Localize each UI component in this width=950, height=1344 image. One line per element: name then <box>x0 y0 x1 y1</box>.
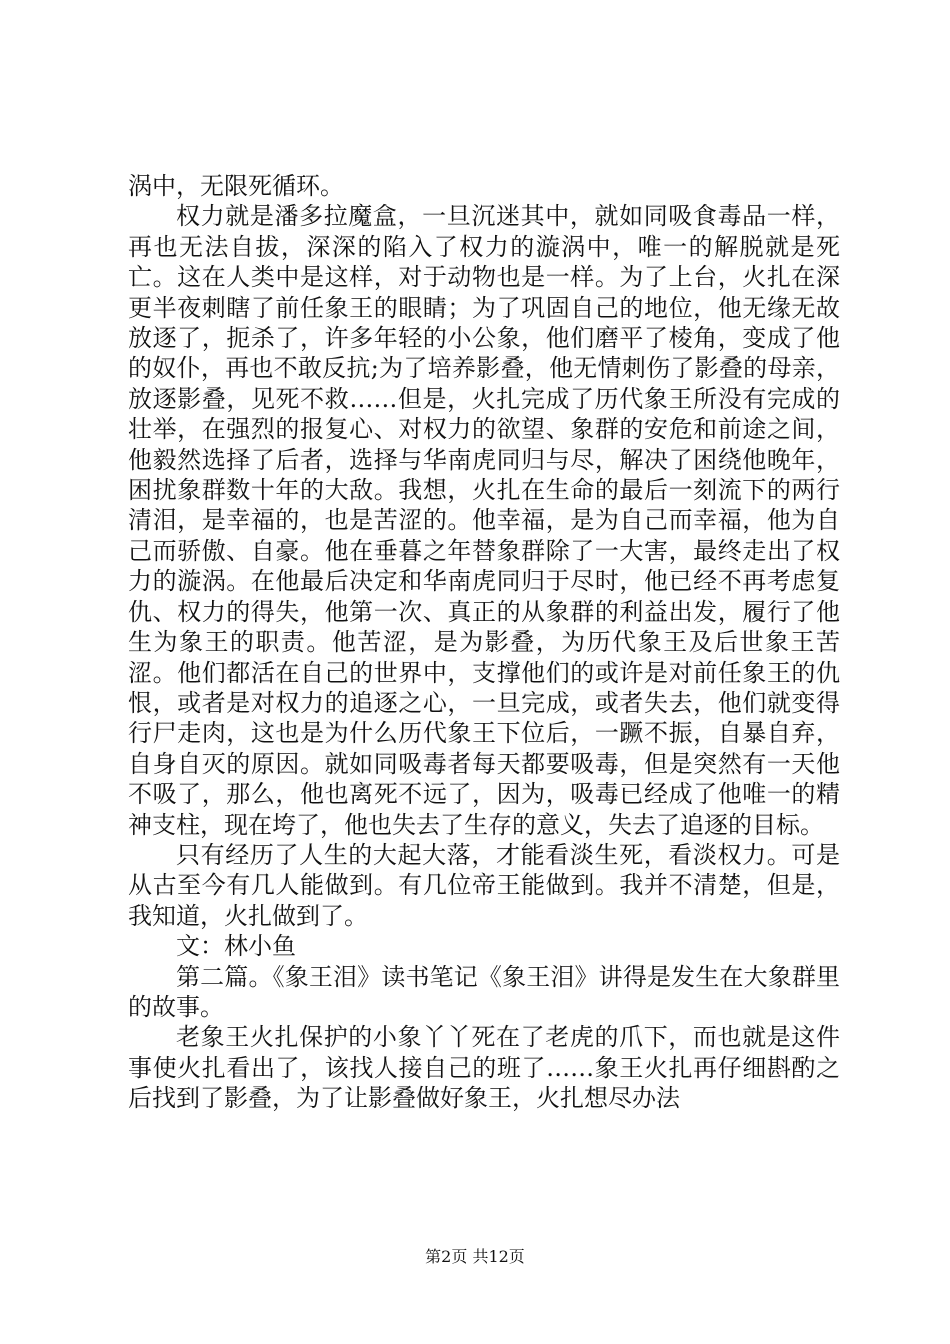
paragraph-power: 权力就是潘多拉魔盒，一旦沉迷其中，就如同吸食毒品一样，再也无法自拔，深深的陷入了权力的漩涡中，唯一的解脱就是死亡。这在人类中是这样，对于动物也是一样。为了上台，火扎在深更半夜刺瞎了前任象王的眼睛；为了巩固自己的地位，他无缘无故放逐了，扼杀了，许多年轻的小公象，他们磨平了棱角，变成了他的奴仆，再也不敢反抗;为了培养影叠，他无情刺伤了影叠的母亲，放逐影叠，见死不救……但是，火扎完成了历代象王所没有完成的壮举，在强烈的报复心、对权力的欲望、象群的安危和前途之间，他毅然选择了后者，选择与华南虎同归与尽，解决了困绕他晚年，困扰象群数十年的大敌。我想，火扎在生命的最后一刻流下的两行清泪，是幸福的，也是苦涩的。他幸福，是为自己而幸福，他为自己而骄傲、自豪。他在垂暮之年替象群除了一大害，最终走出了权力的漩涡。在他最后决定和华南虎同归于尽时，他已经不再考虑复仇、权力的得失，他第一次、真正的从象群的利益出发，履行了他生为象王的职责。他苦涩，是为影叠，为历代象王及后世象王苦涩。他们都活在自己的世界中，支撑他们的或许是对前任象王的仇恨，或者是对权力的追逐之心，一旦完成，或者失去，他们就变得行尸走肉，这也是为什么历代象王下位后，一蹶不振，自暴自弃，自身自灭的原因。就如同吸毒者每天都要吸毒，但是突然有一天他不吸了，那么，他也离死不远了，因为，吸毒已经成了他唯一的精神支柱，现在垮了，他也失去了生存的意义，失去了追逐的目标。 <box>128 202 840 839</box>
body-text <box>128 171 840 1114</box>
paragraph-second-essay-title: 第二篇。《象王泪》读书笔记《象王泪》讲得是发生在大象群里的故事。 <box>128 962 840 1021</box>
page-footer: 第2页 共12页 <box>425 1247 525 1266</box>
paragraph-second-essay-body: 老象王火扎保护的小象丫丫死在了老虎的爪下，而也就是这件事使火扎看出了，该找人接自己的班了……象王火扎再仔细斟酌之后找到了影叠，为了让影叠做好象王，火扎想尽办法 <box>128 1023 840 1113</box>
paragraph-conclusion: 只有经历了人生的大起大落，才能看淡生死，看淡权力。可是从古至今有几人能做到。有几位帝王能做到。我并不清楚，但是，我知道，火扎做到了。 <box>128 840 840 930</box>
paragraph-author: 文：林小鱼 <box>176 932 296 961</box>
paragraph-continuation: 涡中，无限死循环。 <box>128 172 344 200</box>
